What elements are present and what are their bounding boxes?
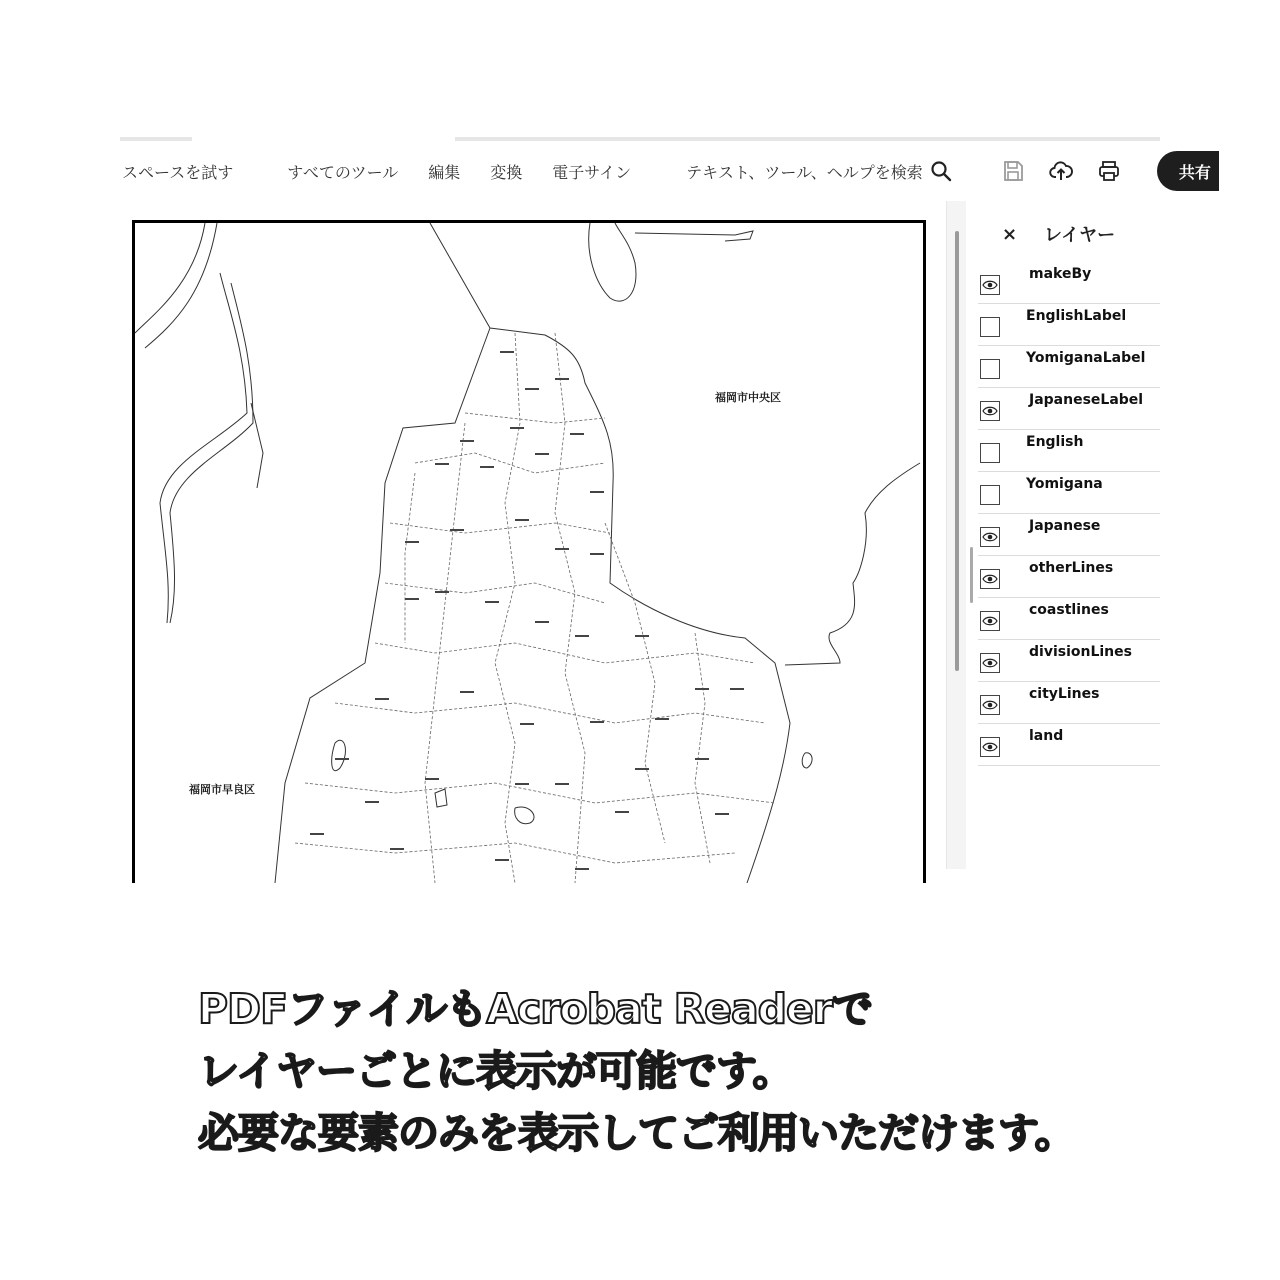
workspace-trial-link[interactable]: スペースを試す	[122, 162, 234, 182]
print-icon[interactable]	[1097, 156, 1121, 186]
layer-label: YomiganaLabel	[1026, 350, 1146, 366]
caption-line-3: 必要な要素のみを表示してご利用いただけます。	[198, 1109, 1075, 1157]
map-page	[132, 220, 926, 883]
layer-row	[978, 640, 1160, 682]
layer-row	[978, 388, 1160, 430]
layers-panel-title: レイヤー	[1044, 225, 1116, 246]
layer-row	[978, 724, 1160, 766]
layer-visibility-eye-icon[interactable]	[980, 695, 1000, 715]
toolbar	[120, 141, 1211, 202]
layer-visibility-eye-icon[interactable]	[980, 569, 1000, 589]
layer-label: divisionLines	[1029, 644, 1132, 660]
search-icon[interactable]	[929, 156, 953, 186]
document-viewport[interactable]	[120, 201, 966, 869]
layer-label: otherLines	[1029, 560, 1114, 576]
search-input[interactable]: テキスト、ツール、ヘルプを検索	[686, 162, 923, 182]
esign-menu[interactable]: 電子サイン	[552, 162, 632, 182]
layer-label: land	[1029, 728, 1064, 744]
share-button[interactable]: 共有	[1157, 151, 1219, 191]
layer-visibility-checkbox[interactable]	[980, 317, 1000, 337]
layer-visibility-eye-icon[interactable]	[980, 653, 1000, 673]
layer-row	[978, 262, 1160, 304]
save-icon[interactable]	[1001, 156, 1025, 186]
layer-visibility-eye-icon[interactable]	[980, 527, 1000, 547]
layer-row	[978, 556, 1160, 598]
all-tools-menu[interactable]: すべてのツール	[287, 162, 399, 182]
layer-visibility-checkbox[interactable]	[980, 443, 1000, 463]
layer-label: Yomigana	[1026, 476, 1103, 492]
layer-label: Japanese	[1029, 518, 1101, 534]
layer-visibility-eye-icon[interactable]	[980, 275, 1000, 295]
caption-line-1: PDFファイルもAcrobat Readerで	[198, 985, 873, 1033]
close-icon[interactable]: ×	[1002, 223, 1018, 245]
layer-row	[978, 430, 1160, 472]
upload-icon[interactable]	[1049, 156, 1073, 186]
layers-panel	[966, 201, 1160, 869]
panel-scrollbar[interactable]	[970, 547, 973, 603]
layer-row	[978, 472, 1160, 514]
edit-menu[interactable]: 編集	[428, 162, 461, 182]
layer-label: EnglishLabel	[1026, 308, 1127, 324]
layer-row	[978, 304, 1160, 346]
ward-label-sawara: 福岡市早良区	[189, 783, 255, 796]
layer-row	[978, 346, 1160, 388]
layer-visibility-eye-icon[interactable]	[980, 611, 1000, 631]
acrobat-window	[120, 137, 1211, 869]
caption-line-2: レイヤーごとに表示が可能です。	[198, 1047, 793, 1095]
layer-label: English	[1026, 434, 1084, 450]
convert-menu[interactable]: 変換	[490, 162, 523, 182]
layer-visibility-eye-icon[interactable]	[980, 401, 1000, 421]
layer-label: JapaneseLabel	[1029, 392, 1144, 408]
layer-label: coastlines	[1029, 602, 1109, 618]
layer-label: makeBy	[1029, 266, 1092, 282]
scrollbar-thumb[interactable]	[955, 231, 959, 671]
layer-visibility-eye-icon[interactable]	[980, 737, 1000, 757]
layer-visibility-checkbox[interactable]	[980, 359, 1000, 379]
layer-label: cityLines	[1029, 686, 1100, 702]
layer-row	[978, 682, 1160, 724]
layer-row	[978, 514, 1160, 556]
ward-label-chuo: 福岡市中央区	[715, 391, 781, 404]
promo-caption	[198, 978, 1198, 1164]
layer-row	[978, 598, 1160, 640]
layer-visibility-checkbox[interactable]	[980, 485, 1000, 505]
document-scrollbar[interactable]	[946, 201, 967, 869]
